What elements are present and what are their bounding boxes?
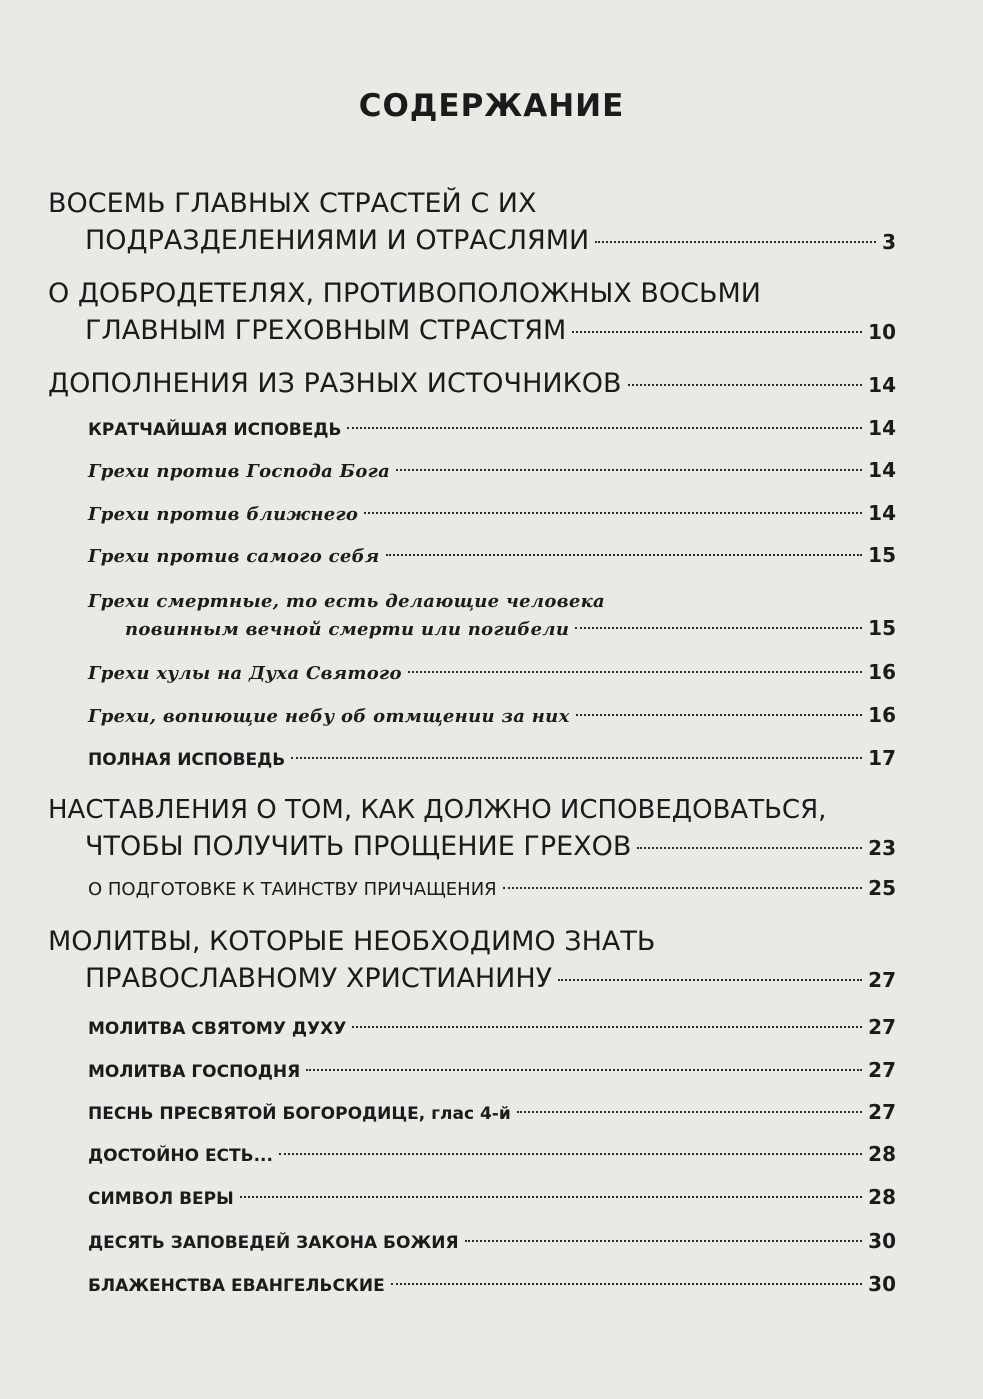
toc-page-number: 14 [868, 416, 896, 440]
toc-entry-title: Грехи хулы на Духа Святого [88, 663, 402, 684]
toc-page-number: 27 [868, 1100, 896, 1124]
toc-entry-title: ПЕСНЬ ПРЕСВЯТОЙ БОГОРОДИЦЕ, глас 4-й [88, 1104, 511, 1124]
toc-entry-line [88, 543, 896, 567]
toc-entry-title: Грехи против Господа Бога [88, 461, 391, 482]
toc-leader-dots [396, 469, 862, 471]
toc-subentry [88, 1058, 896, 1082]
toc-page-number: 30 [868, 1229, 896, 1253]
toc-entry-line [88, 876, 896, 900]
toc-entry-title: МОЛИТВА СВЯТОМУ ДУХУ [88, 1019, 347, 1039]
toc-entry-line [48, 831, 896, 862]
toc-entry-line [88, 591, 896, 612]
toc-entry-title: Грехи смертные, то есть делающие человека [88, 591, 606, 612]
toc-entry-title: ПОДРАЗДЕЛЕНИЯМИ И ОТРАСЛЯМИ [85, 225, 590, 256]
toc-entry-title: Грехи, вопиющие небу об отмщении за них [88, 706, 570, 727]
toc-entry-title: ДОПОЛНЕНИЯ ИЗ РАЗНЫХ ИСТОЧНИКОВ [48, 368, 622, 399]
toc-entry-title: ПРАВОСЛАВНОМУ ХРИСТИАНИНУ [85, 963, 553, 994]
toc-entry [48, 795, 896, 862]
toc-entry-line [88, 1272, 896, 1296]
toc-leader-dots [465, 1240, 863, 1242]
toc-entry-title: СИМВОЛ ВЕРЫ [88, 1189, 234, 1209]
toc-entry [48, 278, 896, 346]
toc-entry-title: ЧТОБЫ ПОЛУЧИТЬ ПРОЩЕНИЕ ГРЕХОВ [85, 831, 632, 862]
toc-page-number: 3 [882, 230, 896, 254]
toc-entry-line [48, 963, 896, 994]
toc-entry-title: Грехи против ближнего [88, 504, 359, 525]
toc-entry-line [88, 746, 896, 770]
toc-leader-dots [575, 627, 862, 629]
toc-leader-dots [576, 714, 863, 716]
toc-entry-line [88, 1058, 896, 1082]
toc-entry-line [88, 660, 896, 684]
toc-leader-dots [408, 671, 862, 673]
toc-page-number: 15 [868, 543, 896, 567]
toc-page-number: 23 [868, 836, 896, 860]
toc-entry-line [88, 703, 896, 727]
toc-subentry [88, 458, 896, 482]
toc-entry-line [88, 458, 896, 482]
toc-leader-dots [291, 757, 862, 759]
toc-entry-title: ДОСТОЙНО ЕСТЬ... [88, 1146, 273, 1166]
toc-page-number: 16 [868, 660, 896, 684]
toc-entry-title: О ПОДГОТОВКЕ К ТАИНСТВУ ПРИЧАЩЕНИЯ [88, 879, 497, 900]
toc-page-number: 27 [868, 968, 896, 992]
toc-leader-dots [364, 512, 862, 514]
toc-leader-dots [386, 554, 863, 556]
toc-entry-title: МОЛИТВЫ, КОТОРЫЕ НЕОБХОДИМО ЗНАТЬ [48, 926, 656, 957]
toc-entry-title: НАСТАВЛЕНИЯ О ТОМ, КАК ДОЛЖНО ИСПОВЕДОВАТЬСЯ, [48, 795, 827, 825]
toc-subentry [88, 1185, 896, 1209]
toc-page-number: 30 [868, 1272, 896, 1296]
toc-entry-line [88, 1015, 896, 1039]
toc-entry-line [88, 616, 896, 640]
toc-leader-dots [503, 887, 862, 889]
toc-entry-line [48, 315, 896, 346]
toc-entry-title: повинным вечной смерти или погибели [125, 619, 570, 640]
toc-subentry [88, 591, 896, 640]
toc-page-number: 15 [868, 616, 896, 640]
toc-entry-line [88, 1229, 896, 1253]
toc-leader-dots [306, 1069, 862, 1071]
toc-entry-line [88, 1100, 896, 1124]
toc-entry-title: О ДОБРОДЕТЕЛЯХ, ПРОТИВОПОЛОЖНЫХ ВОСЬМИ [48, 278, 762, 309]
toc-subentry [88, 1272, 896, 1296]
toc-page-number: 25 [868, 876, 896, 900]
toc-leader-dots [558, 979, 862, 981]
toc-subentry [88, 660, 896, 684]
toc-subentry [88, 543, 896, 567]
toc-entry-line [48, 926, 896, 957]
toc-leader-dots [517, 1111, 862, 1113]
toc-page-number: 10 [868, 320, 896, 344]
toc-page-number: 17 [868, 746, 896, 770]
toc-entry-line [48, 278, 896, 309]
toc-entry-line [48, 188, 896, 219]
toc-entry-title: ДЕСЯТЬ ЗАПОВЕДЕЙ ЗАКОНА БОЖИЯ [88, 1233, 459, 1253]
toc-entry-line [48, 795, 896, 825]
toc-subentry [88, 416, 896, 440]
toc-entry-line [48, 225, 896, 256]
toc-entry-title: МОЛИТВА ГОСПОДНЯ [88, 1062, 301, 1082]
toc-entry-line [88, 1185, 896, 1209]
toc-entry-title: Грехи против самого себя [88, 546, 380, 567]
toc-page-number: 27 [868, 1015, 896, 1039]
toc-entry-title: ГЛАВНЫМ ГРЕХОВНЫМ СТРАСТЯМ [85, 315, 567, 346]
toc-leader-dots [240, 1196, 862, 1198]
page-title: СОДЕРЖАНИЕ [358, 88, 625, 124]
toc-leader-dots [279, 1153, 862, 1155]
toc-leader-dots [628, 384, 863, 386]
toc-subentry [88, 1015, 896, 1039]
toc-page-number: 27 [868, 1058, 896, 1082]
toc-entry-title: ВОСЕМЬ ГЛАВНЫХ СТРАСТЕЙ С ИХ [48, 188, 537, 219]
toc-leader-dots [391, 1283, 862, 1285]
toc-leader-dots [637, 847, 862, 849]
toc-page-number: 28 [868, 1185, 896, 1209]
toc-entry [48, 926, 896, 994]
toc-subentry [88, 746, 896, 770]
toc-subentry [88, 501, 896, 525]
toc-entry-title: БЛАЖЕНСТВА ЕВАНГЕЛЬСКИЕ [88, 1276, 385, 1296]
toc-page-number: 28 [868, 1142, 896, 1166]
toc-entry-title: ПОЛНАЯ ИСПОВЕДЬ [88, 750, 286, 770]
toc-subentry [88, 703, 896, 727]
toc-entry [48, 368, 896, 399]
toc-page-number: 14 [868, 501, 896, 525]
toc-leader-dots [347, 427, 862, 429]
toc-leader-dots [595, 241, 876, 243]
toc-subentry [88, 1229, 896, 1253]
toc-subentry [88, 1100, 896, 1124]
toc-page-number: 14 [868, 458, 896, 482]
toc-entry-line [88, 1142, 896, 1166]
toc-entry-line [48, 368, 896, 399]
toc-entry-title: КРАТЧАЙШАЯ ИСПОВЕДЬ [88, 420, 342, 440]
toc-entry-line [88, 416, 896, 440]
toc-page-number: 14 [868, 373, 896, 397]
toc-subentry [88, 876, 896, 900]
toc-leader-dots [572, 331, 862, 333]
toc-leader-dots [352, 1026, 862, 1028]
toc-entry [48, 188, 896, 256]
toc-page-number: 16 [868, 703, 896, 727]
toc-subentry [88, 1142, 896, 1166]
toc-entry-line [88, 501, 896, 525]
